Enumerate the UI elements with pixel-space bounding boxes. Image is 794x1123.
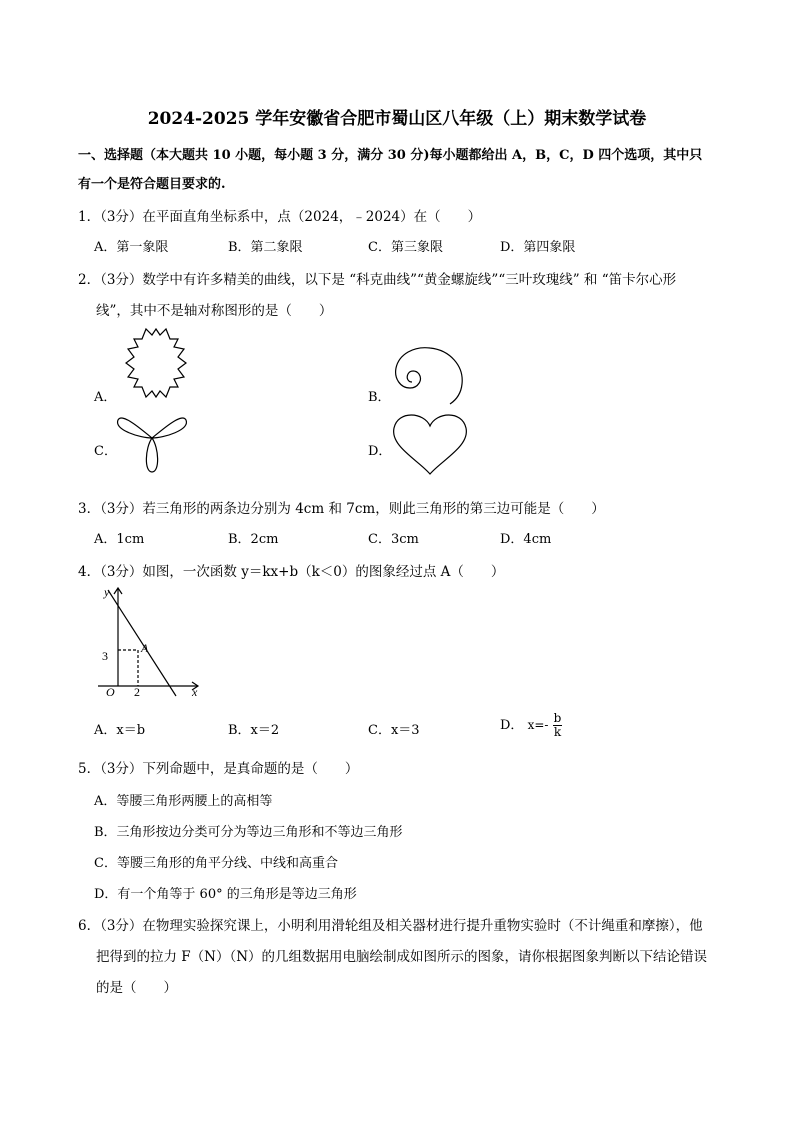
q1-option-c: C．第三象限	[368, 240, 443, 255]
q4-option-c: C．x＝3	[368, 723, 420, 738]
q5-option-d: D．有一个角等于 60° 的三角形是等边三角形	[94, 887, 357, 902]
q1-option-d: D．第四象限	[500, 240, 576, 255]
y-axis-label: y	[104, 585, 110, 599]
q3-option-a: A．1cm	[94, 532, 145, 547]
q4-option-b: B．x＝2	[228, 723, 280, 738]
y-tick-label: 3	[102, 649, 108, 663]
section-heading-line1: 一、选择题（本大题共 10 小题，每小题 3 分，满分 30 分)每小题都给出 A，B，C，D 四个选项，其中只	[78, 148, 703, 163]
koch-snowflake-figure	[112, 325, 196, 401]
q5-option-b: B．三角形按边分类可分为等边三角形和不等边三角形	[94, 825, 403, 840]
golden-spiral-figure	[386, 338, 472, 406]
q4-option-d	[500, 712, 562, 739]
q6-stem-line3: 的是（ ）	[96, 980, 177, 996]
q1-option-a: A．第一象限	[94, 240, 169, 255]
cardioid-heart-figure	[388, 408, 472, 480]
three-leaf-rose-figure	[112, 408, 192, 478]
q3-stem: 3．（3分）若三角形的两条边分别为 4cm 和 7cm，则此三角形的第三边可能是（ ）	[78, 501, 605, 517]
fraction-numerator: b	[553, 711, 562, 725]
q4-option-d-prefix: x=-	[527, 718, 549, 732]
q4-stem: 4．（3分）如图，一次函数 y＝kx+b（k＜0）的图象经过点 A（ ）	[78, 564, 505, 580]
q2-label-a: A．	[94, 390, 117, 405]
origin-label: O	[106, 685, 115, 698]
q2-stem-line1: 2．（3分）数学中有许多精美的曲线，以下是 “科克曲线”“黄金螺旋线”“三叶玫瑰线” 和 “笛卡尔心形	[78, 272, 677, 288]
x-axis-label: x	[192, 685, 198, 698]
q4-linear-function-graph	[92, 584, 204, 698]
x-tick-label: 2	[134, 685, 140, 698]
section-heading-line2: 有一个是符合题目要求的.	[78, 177, 226, 192]
q2-label-c: C．	[94, 444, 117, 459]
q2-label-d: D．	[368, 444, 392, 459]
q2-stem-line2: 线”，其中不是轴对称图形的是（ ）	[96, 303, 333, 319]
q1-option-b: B．第二象限	[228, 240, 303, 255]
q5-stem: 5．（3分）下列命题中，是真命题的是（ ）	[78, 761, 359, 777]
page-title: 2024-2025 学年安徽省合肥市蜀山区八年级（上）期末数学试卷	[147, 109, 647, 129]
q3-option-d: D．4cm	[500, 532, 552, 547]
q4-option-a: A．x＝b	[94, 723, 146, 738]
q3-option-c: C．3cm	[368, 532, 419, 547]
q4-option-d-fraction	[553, 712, 563, 739]
q6-stem-line2: 把得到的拉力 F（N）（N）的几组数据用电脑绘制成如图所示的图象，请你根据图象判断以下结论错误	[96, 949, 708, 965]
q4-option-d-label: D．	[500, 718, 524, 733]
q6-stem-line1: 6．（3分）在物理实验探究课上，小明利用滑轮组及相关器材进行提升重物实验时（不计绳重和摩擦），他	[78, 918, 703, 934]
fraction-denominator: k	[553, 725, 562, 739]
q2-label-b: B．	[368, 390, 391, 405]
q5-option-c: C．等腰三角形的角平分线、中线和高重合	[94, 856, 338, 871]
q3-option-b: B．2cm	[228, 532, 279, 547]
q5-option-a: A．等腰三角形两腰上的高相等	[94, 794, 273, 809]
point-a-label: A	[141, 641, 149, 655]
q1-stem: 1．（3分）在平面直角坐标系中，点（2024，﹣2024）在（ ）	[78, 209, 482, 225]
